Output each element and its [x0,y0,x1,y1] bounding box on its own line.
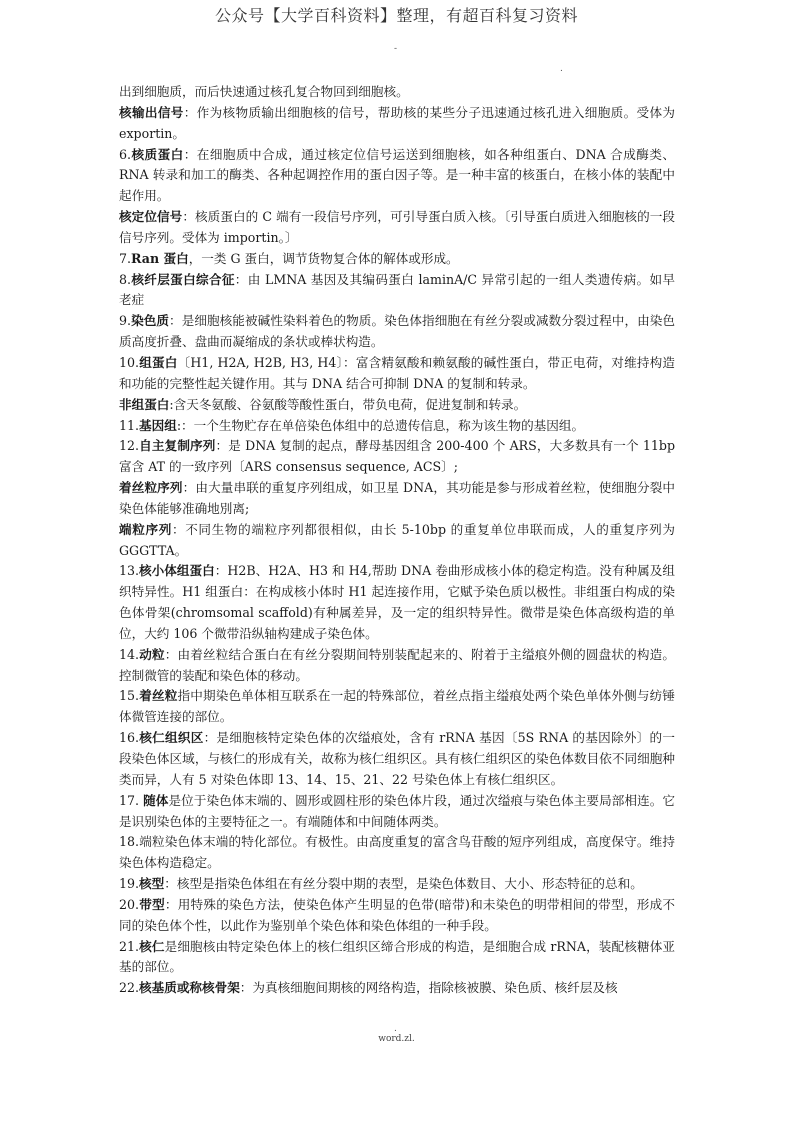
paragraph-number: 21. [119,938,140,954]
paragraph-number: 16. [119,730,140,746]
term: 随体 [143,792,169,808]
definition-text: 指中期染色单体相互联系在一起的特殊部位，着丝点指主缢痕处两个染色单体外侧与纺锤体微管连接的部位。 [119,688,676,725]
definition-text: ：是 DNA 复制的起点，酵母基因组含 200-400 个 ARS，大多数具有一个 11bp 富含 AT 的一致序列〔ARS consensus sequence, ACS〕; [119,438,676,475]
paragraph [119,978,675,999]
paragraph [119,791,675,833]
paragraph [119,249,675,270]
paragraph [119,436,675,478]
definition-text: 18.端粒染色体末端的特化部位。有极性。由高度重复的富含鸟苷酸的短序列组成，高度保守。维持染色体构造稳定。 [119,834,675,871]
term: 动粒 [139,646,165,662]
term: 核质蛋白 [131,146,184,162]
term: 非组蛋白 [119,396,170,412]
paragraph-number: 9. [119,313,132,329]
paragraph-number: 15. [119,688,140,704]
definition-text: 是细胞核由特定染色体上的核仁组织区缔合形成的构造，是细胞合成 rRNA，装配核糖体亚基的部位。 [119,938,676,975]
paragraph-number: 10. [119,354,140,370]
document-body [119,82,675,999]
paragraph [119,145,675,208]
term: 着丝粒 [139,688,178,704]
page-header: 公众号【大学百科资料】整理，有超百科复习资料 [214,6,578,25]
term: 核仁 [139,938,165,954]
definition-text: ：是细胞核特定染色体的次缢痕处，含有 rRNA 基因〔5S RNA 的基因除外〕的一段染色体区域，与核仁的形成有关，故称为核仁组织区。具有核仁组织区的染色体数目依不同细胞种类而异，人有 5 对染色体即 13、14、15、21、22 号染色体上有核仁组织区。 [119,730,676,787]
term: 核仁组织区 [139,730,204,746]
paragraph [119,728,675,791]
definition-text: ：作为核物质输出细胞核的信号，帮助核的某些分子迅速通过核孔进入细胞质。受体为 exportin。 [119,104,676,141]
paragraph [119,832,675,874]
paragraph [119,207,675,249]
term: 基因组 [139,417,177,433]
definition-text: ，一类 G 蛋白，调节货物复合体的解体或形成。 [188,250,459,266]
paragraph-number: 17. [119,792,144,808]
paragraph [119,82,675,103]
term: 带型 [139,896,165,912]
paragraph [119,937,675,979]
term: 核型 [139,876,165,892]
definition-text: ：核质蛋白的 C 端有一段信号序列，可引导蛋白质入核。〔引导蛋白质进入细胞核的一段信号序列。受体为 importin。〕 [119,209,676,245]
paragraph [119,270,675,312]
paragraph-number: 8. [119,271,132,287]
term: 核定位信号 [119,209,183,225]
paragraph-number: 13. [119,563,140,579]
paragraph-number: 19. [119,876,140,892]
definition-text: ：为真核细胞间期核的网络构造，指除核被膜、染色质、核纤层及核 [239,980,618,996]
paragraph [119,645,675,687]
definition-text: ：由着丝粒结合蛋白在有丝分裂期间特别装配起来的、附着于主缢痕外侧的圆盘状的构造。 控制微管的装配和染色体的移动。 [119,646,676,683]
definition-text: 是位于染色体末端的、圆形或圆柱形的染色体片段，通过次缢痕与染色体主要局部相连。它是识别染色体的主要特征之一。有端随体和中间随体两类。 [119,792,676,829]
definition-text: 出到细胞质，而后快速通过核孔复合物回到细胞核。 [119,84,409,99]
paragraph-number: 11. [119,417,140,433]
paragraph [119,103,675,145]
term: 核基质或称核骨架 [139,980,240,996]
definition-text: ：在细胞质中合成，通过核定位信号运送到细胞核，如各种组蛋白、DNA 合成酶类、RNA 转录和加工的酶类、各种起调控作用的蛋白因子等。是一种丰富的核蛋白，在核小体的装配中起作用。 [119,146,675,204]
term: 染色质 [131,313,170,329]
definition-text: :含天冬氨酸、谷氨酸等酸性蛋白，带负电荷，促进复制和转录。 [169,396,527,412]
paragraph [119,686,675,728]
paragraph-number: 6. [119,146,132,162]
term: 自主复制序列 [139,438,216,454]
paragraph [119,520,675,562]
term: 端粒序列 [119,521,172,537]
definition-text: ：核型是指染色体组在有丝分裂中期的表型，是染色体数目、大小、形态特征的总和。 [164,876,643,892]
term: 核纤层蛋白综合征 [131,271,235,287]
paragraph-number: 7. [119,250,132,266]
paragraph [119,416,675,437]
term: 核输出信号 [119,104,184,120]
paragraph-number: 20. [119,896,140,912]
definition-text: 〔H1, H2A, H2B, H3, H4〕：富含精氨酸和赖氨酸的碱性蛋白，带正电荷，对维持构造和功能的完整性起关键作用。其与 DNA 结合可抑制 DNA 的复制和转录。 [119,354,676,391]
paragraph-number: 12. [119,438,140,454]
term: 组蛋白 [139,354,178,370]
paragraph [119,395,675,416]
footer-dot: . [394,1024,397,1034]
paragraph [119,895,675,937]
paragraph [119,353,675,395]
paragraph [119,874,675,895]
paragraph-number: 22. [119,980,140,996]
paragraph [119,311,675,353]
header-mark: - [394,44,398,54]
header-dot: . [560,64,563,74]
paragraph [119,478,675,520]
paragraph-number: 14. [119,646,140,662]
definition-text: ：不同生物的端粒序列都很相似，由长 5-10bp 的重复单位串联而成，人的重复序列为 GGGTTA。 [119,521,675,558]
definition-text: :：一个生物贮存在单倍染色体组中的总遗传信息，称为该生物的基因组。 [176,417,585,433]
term: 着丝粒序列 [119,480,183,496]
page-footer: word.zl. [378,1034,415,1044]
definition-text: ：由 LMNA 基因及其编码蛋白 laminA/C 异常引起的一组人类遗传病。如早老症 [119,271,675,308]
definition-text: ：是细胞核能被碱性染料着色的物质。染色体指细胞在有丝分裂或减数分裂过程中，由染色质高度折叠、盘曲而凝缩成的条状或棒状构造。 [119,313,676,350]
definition-text: ：H2B、H2A、H3 和 H4,帮助 DNA 卷曲形成核小体的稳定构造。没有种属及组织特异性。H1 组蛋白：在构成核小体时 H1 起连接作用，它赋予染色质以极性。非组蛋白构成的染色体骨架(chromsomal scaffold)有种属差异，及一定的组织特异性。微带是染色体高级构造的单位，大约 106 个微带沿纵轴构建成子染色体。 [119,563,675,641]
definition-text: ：由大量串联的重复序列组成，如卫星 DNA，其功能是参与形成着丝粒，使细胞分裂中染色体能够准确地別离; [119,480,676,516]
paragraph [119,561,675,644]
definition-text: ：用特殊的染色方法，使染色体产生明显的色带(暗带)和未染色的明带相间的带型，形成不同的染色体个性，以此作为鉴别单个染色体和染色体组的一种手段。 [119,896,676,933]
term: Ran 蛋白 [131,250,189,266]
term: 核小体组蛋白 [139,563,215,579]
